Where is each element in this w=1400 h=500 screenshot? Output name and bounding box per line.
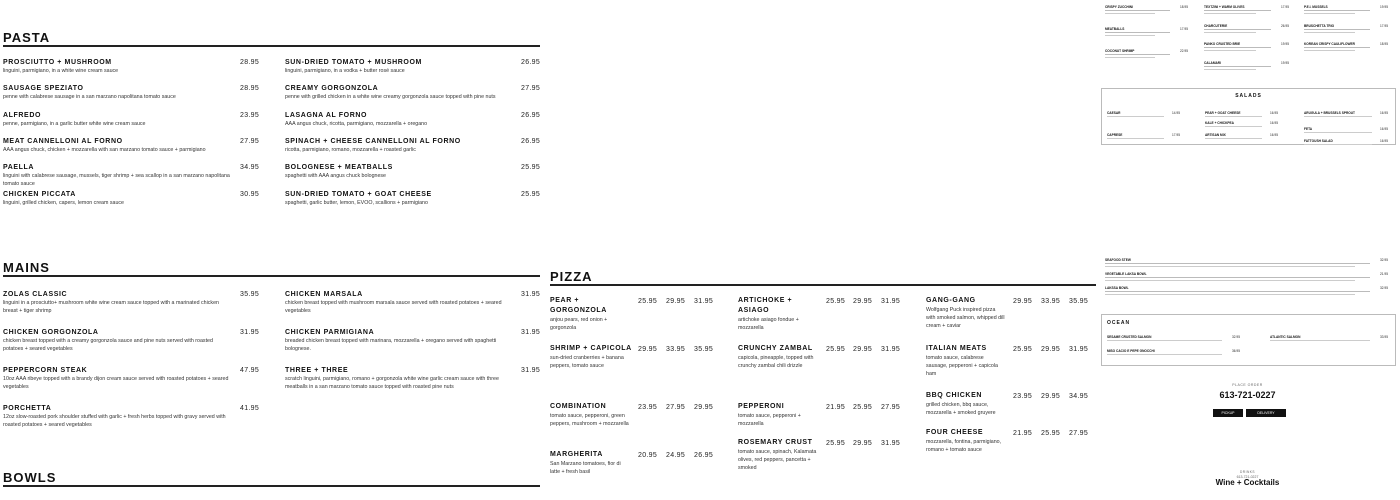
ocean-item-price: 33.95 bbox=[1380, 335, 1388, 339]
pizza-name: SHRIMP + CAPICOLA bbox=[550, 345, 632, 352]
pizza-name: ARTICHOKE + ASIAGO bbox=[738, 297, 793, 314]
preview-item-name: BRUSCHETTA TRIO bbox=[1304, 23, 1335, 28]
preview-desc-line bbox=[1270, 340, 1370, 341]
salads-title: SALADS bbox=[1235, 93, 1262, 99]
pizza-name: FOUR CHEESE bbox=[926, 429, 984, 436]
delivery-button[interactable]: DELIVERY bbox=[1246, 409, 1286, 417]
pizza-price: 29.95 bbox=[1041, 393, 1061, 400]
pizza-price: 23.95 bbox=[638, 404, 658, 411]
item-description: linguini, parmigiano, in a vodka + butter rosé sauce bbox=[285, 68, 405, 74]
item-name: CHICKEN MARSALA bbox=[285, 291, 363, 298]
ocean-box bbox=[1101, 314, 1396, 366]
preview-desc-line bbox=[1205, 116, 1262, 117]
menu-item bbox=[3, 366, 231, 391]
pizza-price: 27.95 bbox=[1069, 430, 1089, 437]
item-description: chicken breast topped with a creamy gorgonzola sauce and pine nuts served with roasted potatoes + seared vegetables bbox=[3, 338, 213, 352]
pizza-price: 35.95 bbox=[694, 346, 714, 353]
item-description: penne with calabrese sausage in a san marzano napolitana tomato sauce bbox=[3, 94, 176, 101]
item-price: 31.95 bbox=[240, 329, 260, 336]
item-price: 23.95 bbox=[240, 111, 260, 119]
pizza-price: 29.95 bbox=[853, 346, 873, 353]
item-name: PEPPERCORN STEAK bbox=[3, 367, 88, 374]
preview-desc-line bbox=[1107, 138, 1164, 139]
preview-desc-line bbox=[1105, 266, 1355, 267]
item-name: SPINACH + CHEESE CANNELLONI AL FORNO bbox=[285, 137, 461, 145]
order-label: PLACE ORDER bbox=[1232, 383, 1263, 387]
preview-desc-line bbox=[1105, 57, 1155, 58]
preview-item-price: 32.95 bbox=[1380, 286, 1388, 290]
preview-item-price: 19.95 bbox=[1380, 5, 1388, 9]
menu-item bbox=[3, 137, 231, 154]
salad-name: KALE + CHICKPEA bbox=[1205, 121, 1234, 125]
preview-item-price: 21.95 bbox=[1380, 272, 1388, 276]
salad-price: 16.95 bbox=[1380, 139, 1388, 143]
preview-item-price: 19.95 bbox=[1281, 42, 1289, 46]
pizza-name: MARGHERITA bbox=[550, 451, 603, 458]
item-name: THREE + THREE bbox=[285, 367, 349, 374]
pizza-description: tomato sauce, pepperoni + mozzarella bbox=[738, 413, 801, 428]
pizza-price: 20.95 bbox=[638, 452, 658, 459]
menu-item bbox=[3, 290, 231, 315]
pizza-price: 33.95 bbox=[666, 346, 686, 353]
pizza-price: 24.95 bbox=[666, 452, 686, 459]
preview-desc-line bbox=[1105, 13, 1155, 14]
pizza-name: CRUNCHY ZAMBAL bbox=[738, 345, 813, 352]
pizza-item bbox=[926, 391, 1006, 417]
mains-rule bbox=[3, 275, 540, 277]
preview-desc-line bbox=[1105, 35, 1155, 36]
pizza-price: 29.95 bbox=[853, 298, 873, 305]
salad-price: 14.95 bbox=[1172, 111, 1180, 115]
pizza-price: 31.95 bbox=[881, 440, 901, 447]
preview-desc-line bbox=[1304, 50, 1355, 51]
pizza-price: 29.95 bbox=[666, 298, 686, 305]
item-description: breaded chicken breast topped with marinara, mozzarella + oregano served with spaghetti bolognese. bbox=[285, 338, 497, 352]
menu-item bbox=[285, 111, 513, 128]
pizza-description: tomato sauce, calabrese sausage, pepperoni + capicola ham bbox=[926, 355, 999, 378]
pizza-name: PEPPERONI bbox=[738, 403, 785, 410]
preview-item-name: CALAMARI bbox=[1204, 60, 1221, 65]
item-price: 30.95 bbox=[240, 190, 260, 198]
item-price: 28.95 bbox=[240, 59, 260, 66]
pizza-description: tomato sauce, spinach, Kalamata olives, red peppers, pancetta + smoked bbox=[738, 449, 817, 472]
salad-name: FETA bbox=[1304, 127, 1313, 131]
item-price: 26.95 bbox=[521, 59, 541, 66]
item-price: 31.95 bbox=[521, 367, 541, 374]
pizza-item bbox=[738, 438, 818, 473]
item-name: PROSCIUTTO + MUSHROOM bbox=[3, 59, 112, 66]
item-price: 25.95 bbox=[521, 190, 541, 198]
item-name: PORCHETTA bbox=[3, 405, 52, 412]
pizza-item bbox=[926, 296, 1006, 331]
item-price: 27.95 bbox=[521, 85, 541, 93]
ocean-item-price: 36.95 bbox=[1232, 349, 1240, 353]
salad-name: CAESAR bbox=[1107, 111, 1121, 115]
ocean-item-name: SESAME CRUSTED SALMON bbox=[1107, 335, 1152, 339]
item-description: spaghetti, garlic butter, lemon, EVOO, scallions + parmigiano bbox=[285, 199, 428, 206]
menu-item bbox=[3, 58, 231, 75]
salad-name: ARUGULA + BRUSSELS SPROUT bbox=[1304, 111, 1355, 115]
salad-price: 16.95 bbox=[1270, 111, 1278, 115]
preview-desc-line bbox=[1204, 47, 1271, 48]
order-phone[interactable]: 613-721-0227 bbox=[1219, 390, 1276, 400]
preview-desc-line bbox=[1304, 132, 1372, 133]
salad-name: FATTOUSH SALAD bbox=[1304, 139, 1333, 143]
preview-item-name: VEGETABLE LAKSA BOWL bbox=[1105, 272, 1147, 276]
item-price: 34.95 bbox=[240, 164, 260, 172]
item-name: ALFREDO bbox=[3, 111, 42, 119]
item-description: AAA angus chuck, ricotta, parmigiano, mozzarella + oregano bbox=[285, 120, 428, 127]
pizza-name: ROSEMARY CRUST bbox=[738, 439, 813, 446]
preview-desc-line bbox=[1204, 66, 1271, 67]
pizza-price: 25.95 bbox=[826, 298, 846, 305]
item-name: ZOLAS CLASSIC bbox=[3, 291, 68, 298]
pizza-item bbox=[738, 296, 818, 332]
item-description: scratch linguini, parmigiano, romano + gorgonzola white wine garlic cream sauce with three meatballs in a san marzano tomato sauce topped with roasted pine nuts bbox=[285, 376, 499, 390]
preview-desc-line bbox=[1304, 29, 1370, 30]
pizza-price: 21.95 bbox=[1013, 430, 1033, 437]
item-description: linguini with calabrese sausage, mussels, tiger shrimp + sea scallop in a san marzano napolitana tomato sauce bbox=[3, 173, 230, 188]
preview-desc-line bbox=[1105, 32, 1170, 33]
item-description: penne with grilled chicken in a white wine creamy gorgonzola sauce topped with pine nuts bbox=[285, 94, 496, 101]
preview-desc-line bbox=[1304, 144, 1372, 145]
item-description: chicken breast topped with mushroom marsala sauce served with roasted potatoes + seared vegetables bbox=[285, 300, 502, 314]
menu-item bbox=[3, 190, 231, 207]
preview-item-name: TEXTZINI + WARM OLIVES bbox=[1204, 5, 1245, 9]
preview-item-price: 17.95 bbox=[1180, 27, 1188, 31]
item-name: CHICKEN GORGONZOLA bbox=[3, 329, 99, 336]
item-name: SAUSAGE SPEZIATO bbox=[3, 85, 84, 93]
pizza-item bbox=[550, 402, 632, 428]
item-price: 27.95 bbox=[240, 137, 260, 145]
pizza-description: mozzarella, fontina, parmigiano, romano + tomato sauce bbox=[926, 439, 1002, 454]
pizza-price: 27.95 bbox=[666, 404, 686, 411]
pizza-item bbox=[550, 344, 632, 370]
preview-item-name: CRISPY ZUCCHINI bbox=[1105, 5, 1133, 9]
item-description: AAA angus chuck, chicken + mozzarella with san marzano tomato sauce + parmigiano bbox=[3, 146, 206, 153]
item-description: spaghetti with AAA angus chuck bolognese bbox=[285, 173, 387, 180]
salad-price: 16.95 bbox=[1270, 133, 1278, 137]
mains-title: MAINS bbox=[3, 260, 50, 275]
menu-item bbox=[285, 366, 513, 391]
pizza-price: 25.95 bbox=[1013, 346, 1033, 353]
preview-desc-line bbox=[1105, 277, 1370, 278]
preview-desc-line bbox=[1304, 116, 1372, 117]
preview-item-price: 18.95 bbox=[1180, 5, 1188, 9]
pizza-price: 31.95 bbox=[881, 346, 901, 353]
preview-item-name: KOREAN CRISPY CAULIFLOWER bbox=[1304, 42, 1355, 46]
pizza-price: 31.95 bbox=[694, 298, 714, 305]
pizza-price: 35.95 bbox=[1069, 298, 1089, 305]
pizza-item bbox=[738, 344, 818, 370]
menu-item bbox=[3, 84, 231, 101]
pizza-description: capicola, pineapple, topped with crunchy zambal chili drizzle bbox=[738, 355, 814, 370]
item-description: ricotta, parmigiano, romano, mozzarella + roasted garlic bbox=[285, 146, 416, 153]
preview-item-price: 17.95 bbox=[1281, 5, 1289, 9]
preview-desc-line bbox=[1105, 291, 1370, 292]
pizza-price: 29.95 bbox=[638, 346, 658, 353]
menu-item bbox=[285, 190, 513, 207]
preview-desc-line bbox=[1304, 10, 1370, 11]
pizza-description: San Marzano tomatoes, fior di latte + fresh basil bbox=[550, 461, 621, 476]
salad-price: 16.95 bbox=[1270, 121, 1278, 125]
pizza-description: Wolfgang Puck inspired pizza with smoked salmon, whipped dill cream + caviar bbox=[926, 307, 1005, 330]
ocean-item-name: MISO CACIO E PEPE GNOCCHI bbox=[1107, 349, 1155, 353]
pizza-title: PIZZA bbox=[550, 269, 593, 284]
salad-name: ARTISAN MIX bbox=[1205, 133, 1226, 137]
preview-desc-line bbox=[1205, 126, 1262, 127]
preview-desc-line bbox=[1105, 294, 1355, 295]
pizza-price: 25.95 bbox=[1041, 430, 1061, 437]
item-name: SUN-DRIED TOMATO + MUSHROOM bbox=[285, 59, 422, 66]
preview-desc-line bbox=[1105, 280, 1355, 281]
ocean-item-price: 32.95 bbox=[1232, 335, 1240, 339]
pizza-name: GANG-GANG bbox=[926, 297, 976, 304]
item-description: linguini in a prosciutto+ mushroom white wine cream sauce topped with a marinated chicken breast + tiger shrimp bbox=[3, 300, 219, 314]
preview-desc-line bbox=[1204, 29, 1271, 30]
item-price: 25.95 bbox=[521, 164, 541, 172]
pizza-price: 29.95 bbox=[694, 404, 714, 411]
item-description: linguini, parmigiano, in a white wine cream sauce bbox=[3, 68, 119, 74]
pizza-price: 29.95 bbox=[853, 440, 873, 447]
pizza-price: 26.95 bbox=[694, 452, 714, 459]
item-price: 47.95 bbox=[240, 367, 260, 374]
preview-desc-line bbox=[1304, 47, 1370, 48]
menu-item bbox=[285, 290, 513, 315]
preview-desc-line bbox=[1107, 340, 1222, 341]
preview-desc-line bbox=[1204, 32, 1256, 33]
pizza-price: 29.95 bbox=[1013, 298, 1033, 305]
pizza-description: sun-dried cranberries + banana peppers, tomato sauce bbox=[550, 355, 624, 370]
pizza-item bbox=[550, 450, 632, 476]
preview-item-price: 22.95 bbox=[1180, 49, 1188, 53]
pizza-description: anjou pears, red onion + gorgonzola bbox=[550, 317, 608, 332]
pizza-price: 31.95 bbox=[1069, 346, 1089, 353]
item-name: MEAT CANNELLONI AL FORNO bbox=[3, 137, 123, 145]
item-name: LASAGNA AL FORNO bbox=[285, 111, 368, 119]
pizza-price: 27.95 bbox=[881, 404, 901, 411]
pizza-item bbox=[550, 296, 632, 332]
preview-item-price: 32.95 bbox=[1380, 258, 1388, 262]
item-description: penne, parmigiano, in a garlic butter white wine cream sauce bbox=[3, 120, 146, 127]
pizza-name: BBQ CHICKEN bbox=[926, 392, 982, 399]
preview-item-name: PANKO CRUSTED BRIE bbox=[1204, 42, 1241, 46]
menu-item bbox=[285, 137, 513, 154]
item-price: 28.95 bbox=[240, 85, 260, 93]
preview-desc-line bbox=[1105, 54, 1170, 55]
item-name: BOLOGNESE + MEATBALLS bbox=[285, 164, 393, 172]
ocean-title: OCEAN bbox=[1107, 320, 1131, 326]
menu-item bbox=[285, 84, 513, 101]
pasta-title: PASTA bbox=[3, 30, 51, 45]
pizza-price: 21.95 bbox=[826, 404, 846, 411]
item-name: CHICKEN PARMIGIANA bbox=[285, 329, 375, 336]
preview-desc-line bbox=[1204, 50, 1256, 51]
menu-item bbox=[285, 163, 513, 180]
bowls-title: BOWLS bbox=[3, 470, 57, 485]
item-price: 31.95 bbox=[521, 291, 541, 298]
item-price: 26.95 bbox=[521, 137, 541, 145]
salad-name: CAPRESE bbox=[1107, 133, 1123, 137]
preview-item-name: P.E.I. MUSSELS bbox=[1304, 5, 1328, 9]
pizza-item bbox=[926, 428, 1006, 454]
salads-box bbox=[1101, 88, 1396, 145]
preview-item-price: 17.95 bbox=[1380, 23, 1388, 28]
preview-item-name: LAKSSA BOWL bbox=[1105, 286, 1129, 290]
pizza-name: ITALIAN MEATS bbox=[926, 345, 987, 352]
preview-desc-line bbox=[1107, 116, 1164, 117]
pizza-item bbox=[738, 402, 818, 428]
preview-desc-line bbox=[1304, 32, 1355, 33]
drinks-label: DRINKS bbox=[1239, 470, 1256, 474]
menu-item bbox=[3, 328, 231, 353]
item-price: 35.95 bbox=[240, 291, 260, 298]
preview-item-name: CHARCUTERIE bbox=[1204, 23, 1228, 28]
menu-item bbox=[3, 111, 231, 128]
preview-item-name: SEAFOOD STEW bbox=[1105, 258, 1131, 262]
pizza-price: 23.95 bbox=[1013, 393, 1033, 400]
pizza-rule bbox=[550, 284, 1096, 286]
bowls-rule bbox=[3, 485, 540, 487]
preview-item-name: COCONUT SHRIMP bbox=[1105, 49, 1135, 53]
item-description: linguini, grilled chicken, capers, lemon cream sauce bbox=[3, 199, 125, 206]
preview-desc-line bbox=[1204, 13, 1256, 14]
menu-item bbox=[3, 163, 231, 188]
pizza-price: 29.95 bbox=[1041, 346, 1061, 353]
drinks-title: Wine + Cocktails bbox=[1215, 478, 1280, 487]
pizza-price: 25.95 bbox=[853, 404, 873, 411]
salad-name: PEAR + GOAT CHEESE bbox=[1205, 111, 1241, 115]
ocean-item-name: ATLANTIC SALMON bbox=[1270, 335, 1301, 339]
item-name: SUN-DRIED TOMATO + GOAT CHEESE bbox=[285, 190, 432, 198]
preview-item-price: 18.95 bbox=[1380, 42, 1388, 46]
pizza-description: tomato sauce, pepperoni, green peppers, mushroom + mozzarella bbox=[550, 413, 629, 428]
item-name: CREAMY GORGONZOLA bbox=[285, 85, 379, 93]
pizza-name: PEAR + GORGONZOLA bbox=[550, 297, 607, 314]
pizza-description: grilled chicken, bbq sauce, mozzarella + smoked gruyere bbox=[926, 402, 996, 417]
item-description: 10oz AAA ribeye topped with a brandy dijon cream sauce served with roasted potatoes + seared vegetables bbox=[3, 376, 229, 390]
salad-price: 16.95 bbox=[1380, 127, 1388, 131]
pizza-price: 25.95 bbox=[826, 346, 846, 353]
salad-price: 17.95 bbox=[1172, 133, 1180, 137]
pickup-button[interactable]: PICKUP bbox=[1213, 409, 1243, 417]
menu-item bbox=[3, 404, 231, 429]
item-price: 31.95 bbox=[521, 329, 541, 336]
item-name: CHICKEN PICCATA bbox=[3, 190, 76, 198]
menu-item bbox=[285, 328, 513, 353]
preview-desc-line bbox=[1105, 263, 1370, 264]
preview-desc-line bbox=[1105, 10, 1170, 11]
pizza-price: 25.95 bbox=[826, 440, 846, 447]
preview-item-price: 26.95 bbox=[1281, 23, 1289, 28]
item-name: PAELLA bbox=[3, 164, 35, 172]
pizza-name: COMBINATION bbox=[550, 403, 607, 410]
pasta-rule bbox=[3, 45, 540, 47]
pizza-price: 34.95 bbox=[1069, 393, 1089, 400]
pizza-price: 25.95 bbox=[638, 298, 658, 305]
item-description: 12oz slow-roasted pork shoulder stuffed with garlic + fresh herbs topped with gravy served with roasted potatoes + seared vegetables bbox=[3, 414, 226, 428]
preview-desc-line bbox=[1107, 354, 1222, 355]
item-price: 26.95 bbox=[521, 111, 541, 119]
pizza-price: 33.95 bbox=[1041, 298, 1061, 305]
preview-desc-line bbox=[1205, 138, 1262, 139]
pizza-price: 31.95 bbox=[881, 298, 901, 305]
pizza-description: artichoke asiago fondue + mozzarella bbox=[738, 317, 799, 332]
item-price: 41.95 bbox=[240, 405, 260, 412]
menu-item bbox=[285, 58, 513, 75]
preview-item-name: MEATBALLS bbox=[1105, 27, 1125, 31]
preview-desc-line bbox=[1204, 69, 1256, 70]
pizza-item bbox=[926, 344, 1006, 379]
drinks-phone: 613-721-0227 bbox=[1236, 475, 1259, 479]
preview-desc-line bbox=[1304, 13, 1355, 14]
preview-desc-line bbox=[1204, 10, 1271, 11]
preview-item-price: 19.95 bbox=[1281, 60, 1289, 65]
salad-price: 16.95 bbox=[1380, 111, 1388, 115]
